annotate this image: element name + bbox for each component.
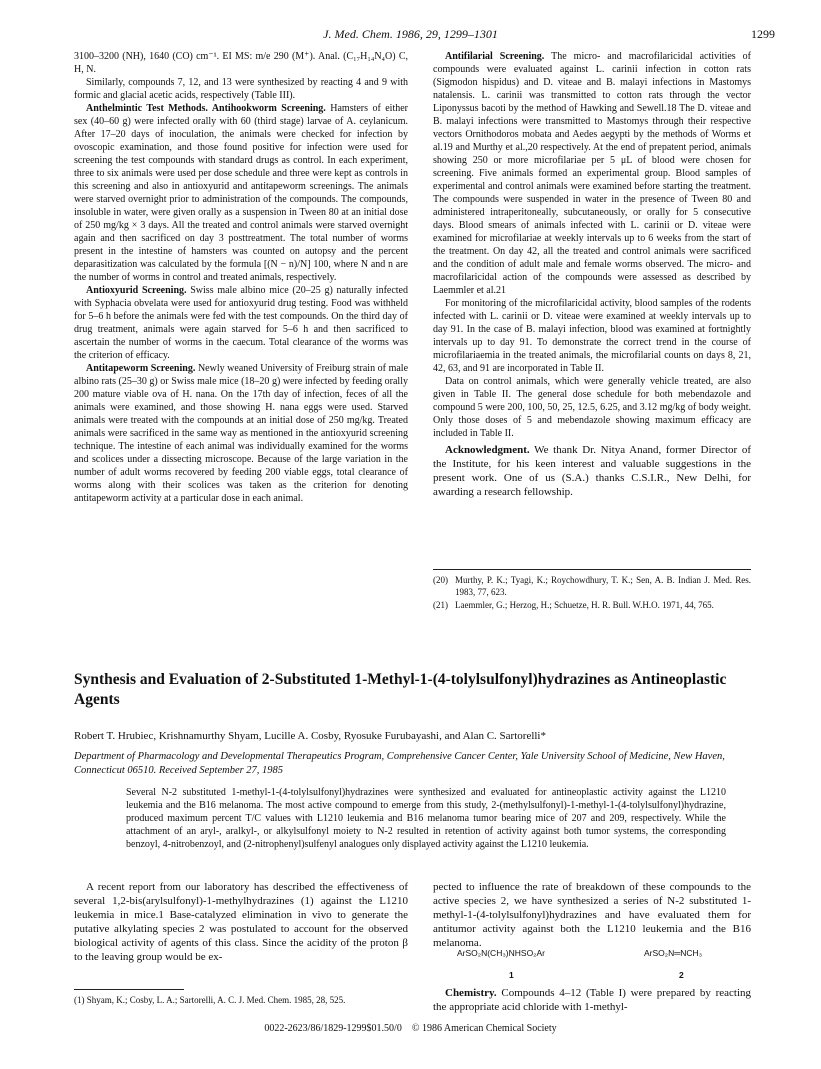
left-column — [74, 50, 408, 505]
page-footer — [0, 1023, 821, 1034]
antihookworm-text: Hamsters of either sex (40–60 g) were infected orally with 60 (third stage) larvae of A. ceylanicum. After 17–20 days of inoculation, the animals were checked for infection by ovoscopic examination, and those found positive for infection were used for screening the test compounds with standard drugs as control. In each experiment, three to six animals were used per dose schedule and three were kept as controls in this screening and also in antioxyurid and antitapeworm screenings. The animals were starved overnight prior to administration of the compounds. The compounds, insoluble in water, were given orally as a suspension in Tween 80 at an initial dose of 250 mg/kg × 3 days. All the treated and control animals were starved overnight again and then sacrificed on day 3 posttreatment. The total number of worms present in the intestine of hamsters was counted on autopsy and the percent deparasitization was calculated by the formula [(N − n)/N] 100, where N and n are the number of worms in control and treated animals, respectively. — [74, 103, 408, 283]
footnote-list — [74, 994, 408, 1007]
right-column — [433, 50, 751, 499]
antihookworm-section — [74, 102, 408, 284]
acknowledgment-text: We thank Dr. Nitya Anand, former Director of the Institute, for his keen interest and valuable suggestions in the present work. One of us (S.A.) thanks C.S.I.R., New Delhi, for awarding a research fellowship. — [433, 444, 751, 498]
article-authors: Robert T. Hrubiec, Krishnamurthy Shyam, Lucille A. Cosby, Ryosuke Furubayashi, and Alan C. Sartorelli* — [74, 730, 546, 742]
footnote-item: (1) Shyam, K.; Cosby, L. A.; Sartorelli, A. C. J. Med. Chem. 1985, 28, 525. — [74, 995, 346, 1005]
antifilarial-section — [433, 50, 751, 297]
reference-item — [433, 599, 751, 611]
chemistry-paragraph — [433, 986, 751, 1014]
copyright-notice: © 1986 American Chemical Society — [411, 1023, 557, 1034]
antioxyurid-text: Swiss male albino mice (20–25 g) naturally infected with Syphacia obvelata were used for antioxyurid drug testing. Food was withheld for 5–6 h before the animals were fed with the test compounds. On the third day of drug treatment, animals were again starved for 5–6 h and then sacrificed to ascertain the number of worms in the caecum. Total clearance of the worms was the criterion of efficacy. — [74, 285, 408, 361]
reference-text: Laemmler, G.; Herzog, H.; Schuetze, H. R. Bull. W.H.O. 1971, 44, 765. — [455, 600, 714, 610]
antitapeworm-section — [74, 362, 408, 505]
structure-1-label: 1 — [509, 970, 514, 980]
monitoring-paragraph: For monitoring of the microfilaricidal activity, blood samples of the rodents infected with L. carinii or D. viteae were examined at weekly intervals up to day 91. In the case of B. malayi infection, blood was examined at fortnightly intervals up to day 91. To demonstrate the correct trend in the course of microfilariaemia in the treated animals, the microfilarial counts on days 8, 21, 42, 63, and 91 are incorporated in Table II. — [433, 298, 751, 374]
acknowledgment-heading: Acknowledgment. — [445, 444, 530, 456]
chemistry-heading: Chemistry. — [445, 987, 497, 999]
chemistry-text: Compounds 4–12 (Table I) were prepared by reacting the appropriate acid chloride with 1-methyl- — [433, 987, 752, 1013]
footnote-divider — [74, 989, 184, 990]
article-abstract: Several N-2 substituted 1-methyl-1-(4-tolylsulfonyl)hydrazines were synthesized and evaluated for antineoplastic activity against the L1210 leukemia and the B16 melanoma. The most active compound to emerge from this study, 2-(methylsulfonyl)-1-methyl-1-(4-tolylsulfonyl)hydrazine, produced maximum percent T/C values with L1210 leukemia and B16 melanoma tumor bearing mice of 207 and 209, respectively. While the attachment of an aryl-, aralkyl-, or alkylsulfonyl moiety to N-2 resulted in retention of activity against both tumor systems, the corresponding benzoyl, 4-nitrobenzoyl, and (2-nitrophenyl)sulfenyl analogues only displayed activity against the L1210 leukemia. — [126, 787, 726, 850]
intro-paragraph: A recent report from our laboratory has described the effectiveness of several 1,2-bis(arylsulfonyl)-1-methylhydrazines (1) against the L1210 leukemia in mice.1 Base-catalyzed elimination in vivo to generate the putative alkylating species 2 was postulated to account for the observed biological activity of agents of this class. Since the acidity of the proton β to the leaving group would be ex- — [74, 881, 408, 963]
reference-number: (20) — [433, 575, 448, 585]
antifilarial-heading: Antifilarial Screening. — [445, 51, 545, 62]
antihookworm-heading: Anthelmintic Test Methods. Antihookworm Screening. — [86, 103, 326, 114]
structure-1-formula: ArSO₂N(CH₃)NHSO₂Ar — [457, 948, 545, 958]
antitapeworm-text: Newly weaned University of Freiburg strain of male albino rats (25–30 g) or Swiss male mice (18–20 g) were infected by feeding orally 200 mature viable ova of H. nana. On the 17th day of infection, feces of all the animals were examined, and those showing H. nana eggs were used. Starved animals were treated with the compounds at an initial dose of 250 mg/kg. Treated animals were sacrificed in the same way as mentioned in the antioxyurid screening technique. The intestine of each animal was individually examined for the worms and scolices under a dissecting microscope. Because of the large variation in the number of adult worms recovered by feeding 200 viable eggs, total clearance of worms along with their scolices was taken as the criterion for denoting antitapeworm activity at a particular dose in each animal. — [74, 363, 409, 504]
reference-list — [433, 574, 751, 612]
structure-2-label: 2 — [679, 970, 684, 980]
reference-number: (21) — [433, 600, 448, 610]
antitapeworm-heading: Antitapeworm Screening. — [86, 363, 196, 374]
references-divider — [433, 569, 751, 570]
journal-header: J. Med. Chem. 1986, 29, 1299–1301 — [323, 27, 498, 41]
spectra-paragraph: 3100–3200 (NH), 1640 (CO) cm⁻¹. EI MS: m/e 290 (M⁺). Anal. (C₁₇H₁₄N₄O) C, H, N. — [74, 51, 408, 75]
intro-continuation: pected to influence the rate of breakdown of these compounds to the active species 2, we have synthesized a series of N-2 substituted 1-methyl-1-(4-tolylsulfonyl)hydrazines and have evaluated them for antitumor activity against both the L1210 leukemia and the B16 melanoma. — [433, 881, 751, 949]
antifilarial-text: The micro- and macrofilaricidal activities of compounds were evaluated against L. carinii infection in cotton rats (Sigmodon hispidus) and D. viteae and B. malayi infections in Mastomys natalensis. L. carinii was transmitted to cotton rats through the vector Liponyssus bacoti by the method of Hawking and Sewell.18 The D. viteae and B. malayi infections were transmitted to Mastomys through their respective vectors Ornithodoros mobata and Aedes aegypti by the methods of Worms et al.19 and Murthy et al.,20 respectively. At the end of prepatent period, animals showing 250 or more microfilariae per 5 μL of blood were chosen for screening. Five animals formed an experimental group. Blood samples of experimental and control animals were examined before starting the treatment. The compounds were suspended in water in the presence of Tween 80 and administered intraperitoneally, subcutaneously, or orally for 5 consecutive days. Blood smears of animals infected with L. carinii or D. viteae were examined for microfilariae at weekly intervals up to 6 weeks from the start of the treatment. On day 42, all the treated and control animals were sacrificed and the condition of adult male and female worms observed. The micro- and macrofilaricidal action of the compounds were assessed as described by Laemmler et al.21 — [433, 51, 752, 296]
reference-text: Murthy, P. K.; Tyagi, K.; Roychowdhury, T. K.; Sen, A. B. Indian J. Med. Res. 1983, 77, 623. — [455, 575, 751, 597]
structure-2-formula: ArSO₂N═NCH₃ — [644, 948, 703, 958]
acknowledgment-section — [433, 443, 751, 499]
page-number: 1299 — [751, 27, 775, 41]
reference-item — [433, 574, 751, 598]
chemistry-section — [433, 986, 751, 1014]
journal-code: 0022-2623/86/1829-1299$01.50/0 — [264, 1023, 402, 1034]
article-title: Synthesis and Evaluation of 2-Substituted 1-Methyl-1-(4-tolylsulfonyl)hydrazines as Antineoplastic Agents — [74, 671, 727, 708]
synthesis-paragraph: Similarly, compounds 7, 12, and 13 were synthesized by reacting 4 and 9 with formic and glacial acetic acids, respectively (Table III). — [74, 77, 408, 101]
control-data-paragraph: Data on control animals, which were generally vehicle treated, are also given in Table II. The general dose schedule for both mebendazole and compound 5 were 200, 100, 50, 25, 12.5, 6.25, and 3.12 mg/kg of body weight. Only those doses of 5 and mebendazole showing maximum efficacy are included in Table II. — [433, 376, 751, 439]
article-body-left — [74, 880, 408, 964]
article-body-right — [433, 880, 751, 950]
antioxyurid-heading: Antioxyurid Screening. — [86, 285, 187, 296]
antioxyurid-section — [74, 284, 408, 362]
article-affiliation: Department of Pharmacology and Developmental Therapeutics Program, Comprehensive Cancer Center, Yale University School of Medicine, New Haven, Connecticut 06510. Received September 27, 1985 — [74, 751, 725, 776]
